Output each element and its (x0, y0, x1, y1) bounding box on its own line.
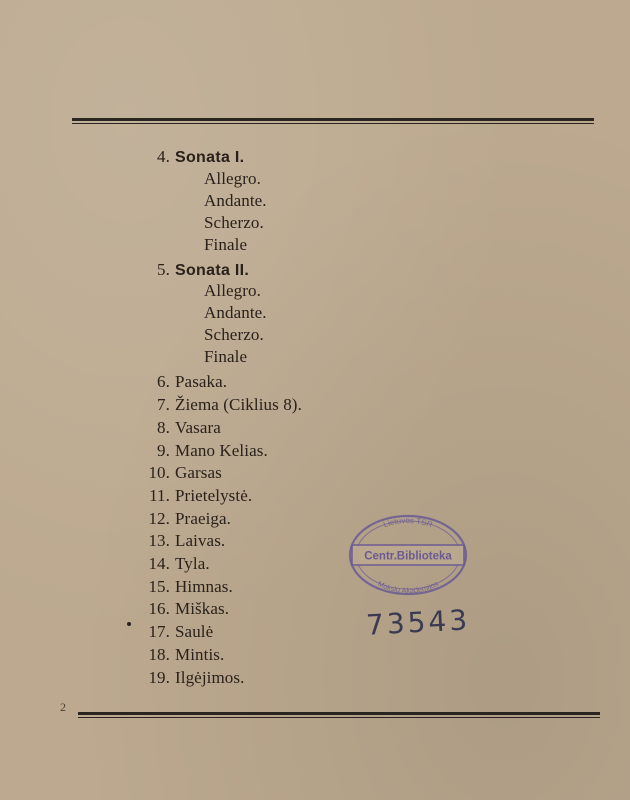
toc-item-number: 14. (148, 554, 170, 573)
toc-item-number: 17. (148, 622, 170, 642)
toc-item-number: 6. (157, 372, 170, 392)
toc-item-title: Praeiga. (175, 508, 232, 528)
toc-item-title: Prietelystė. (175, 485, 253, 505)
toc-item-title: Saulė (175, 622, 214, 642)
toc-item-number: 10. (148, 463, 170, 483)
toc-item (144, 485, 252, 507)
toc-subitem: Scherzo. (204, 212, 264, 232)
toc-item-number: 9. (157, 440, 170, 460)
toc-subitem: Allegro. (204, 168, 261, 188)
toc-subitem: Scherzo. (204, 325, 264, 345)
toc-item-number: 4. (157, 147, 170, 166)
toc-subitem: Finale (204, 234, 248, 254)
toc-item-title: Sonata II. (175, 261, 250, 279)
toc-item (144, 440, 268, 462)
toc-item-number: 18. (148, 644, 170, 664)
toc-item (144, 667, 244, 689)
stamp-top-text: Lietuvos TSR (382, 515, 434, 530)
toc-item (144, 259, 249, 282)
toc-subitem: Andante. (204, 190, 267, 210)
toc-item (144, 553, 210, 575)
library-stamp (346, 512, 470, 598)
toc-subitem: Andante. (204, 303, 267, 323)
toc-item-number: 19. (148, 667, 170, 687)
toc-item (144, 530, 225, 552)
toc-item-title: Laivas. (175, 531, 226, 551)
svg-text:Mokslų Akademijos (376, 579, 440, 595)
toc-item (144, 508, 231, 530)
toc-item (144, 621, 213, 643)
toc-item (144, 394, 302, 416)
stamp-bottom-text: Mokslų Akademijos (376, 578, 440, 596)
toc-item-title: Sonata I. (175, 149, 245, 166)
bottom-double-rule (78, 712, 600, 718)
toc-item-number: 16. (148, 599, 170, 619)
toc-item-title: Mintis. (175, 644, 225, 664)
toc-item-title: Miškas. (175, 599, 230, 619)
toc-subitem: Allegro. (204, 281, 261, 301)
toc-item-number: 8. (157, 417, 170, 437)
toc-item-number: 12. (148, 508, 170, 528)
toc-item-title: Vasara (175, 417, 221, 437)
ink-dot (127, 622, 131, 626)
toc-item-title: Ilgėjimos. (175, 667, 245, 687)
toc-item-title: Pasaka. (175, 372, 228, 392)
toc-item-number: 5. (157, 259, 170, 279)
toc-item-title: Himnas. (175, 576, 233, 596)
toc-item (144, 598, 229, 620)
toc-item-number: 13. (148, 531, 170, 551)
toc-item-number: 15. (148, 576, 170, 596)
toc-item (144, 371, 227, 393)
toc-item-title: Garsas (175, 463, 222, 483)
toc-item (144, 462, 222, 484)
stamp-middle-text: Centr.Biblioteka (364, 550, 452, 563)
toc-item (144, 417, 221, 439)
toc-item (144, 576, 233, 598)
page-number: 2 (60, 700, 66, 714)
toc-item-title: Žiema (Ciklius 8). (175, 395, 302, 415)
toc-item-number: 7. (157, 395, 170, 415)
toc-item-title: Mano Kelias. (175, 440, 268, 460)
toc-item (144, 644, 224, 666)
toc-subitem: Finale (204, 347, 248, 367)
toc-item-number: 11. (149, 485, 170, 505)
toc-item-title: Tyla. (175, 554, 210, 573)
toc-item (144, 146, 244, 169)
handwritten-inventory-number: 73543 (365, 603, 471, 642)
